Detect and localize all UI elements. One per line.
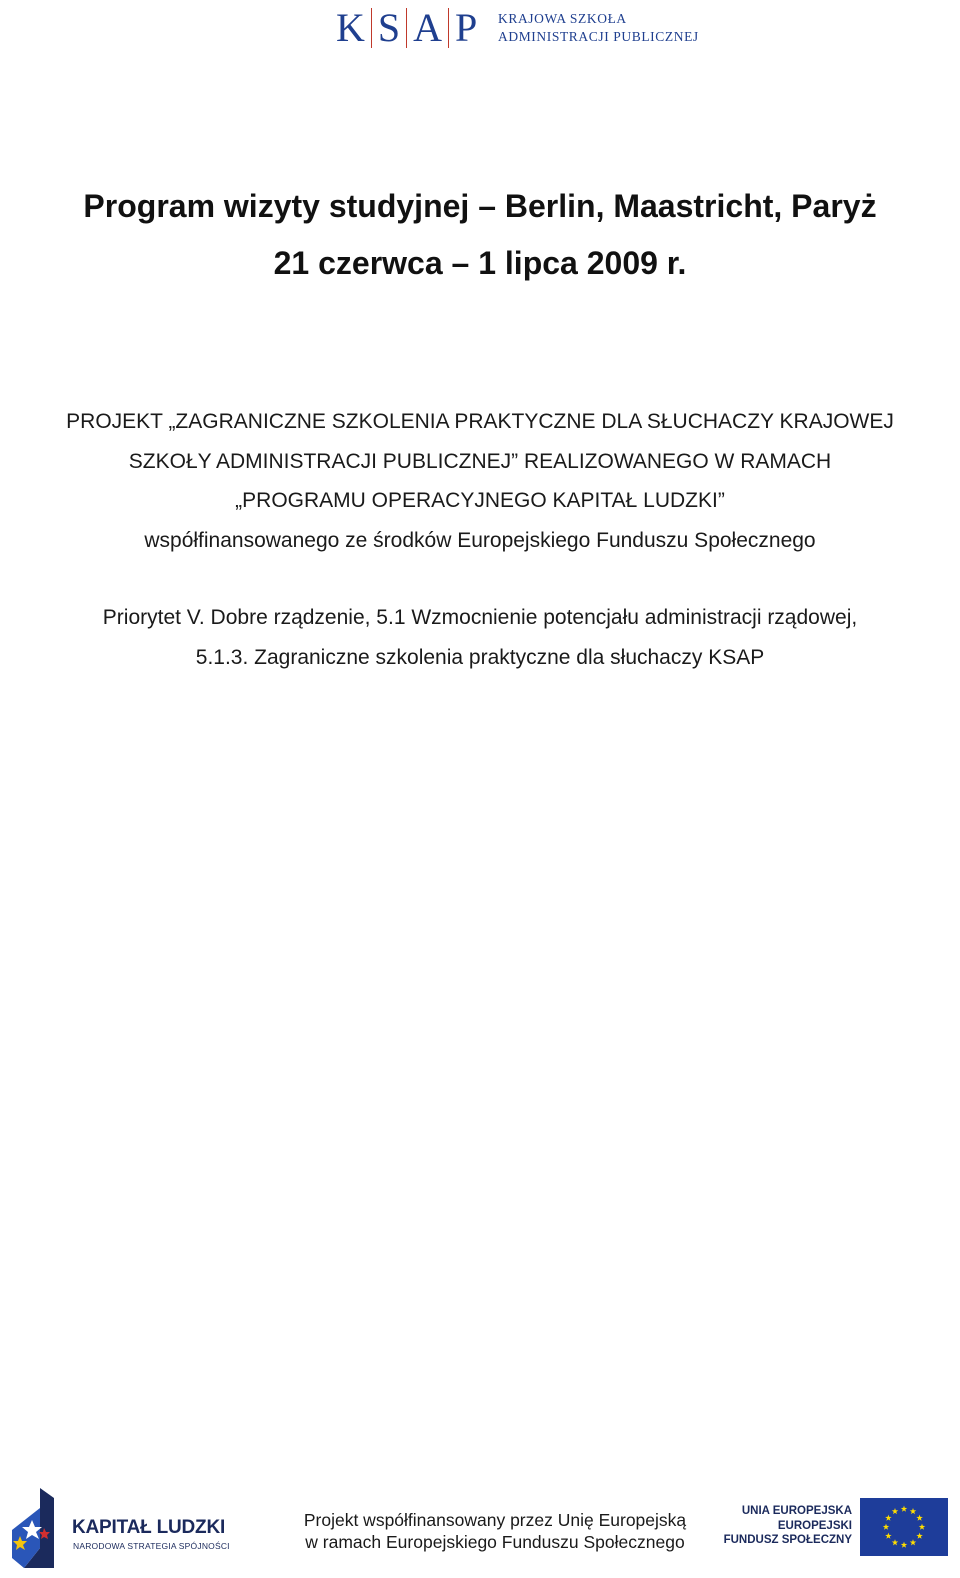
- logo-letter-a: A: [413, 5, 443, 50]
- eu-label-line: FUNDUSZ SPOŁECZNY: [723, 1534, 852, 1546]
- cofinancing-note: [285, 1509, 705, 1553]
- priority-line: 5.1.3. Zagraniczne szkolenia praktyczne dla słuchaczy KSAP: [195, 645, 765, 669]
- logo-letter-p: P: [455, 5, 478, 50]
- project-line: SZKOŁY ADMINISTRACJI PUBLICZNEJ” REALIZOWANEGO W RAMACH: [128, 449, 832, 473]
- eu-label-line: UNIA EUROPEJSKA: [741, 1505, 852, 1517]
- eu-fund-label: [712, 1504, 852, 1548]
- document-title: Program wizyty studyjnej – Berlin, Maastricht, Paryż: [83, 188, 877, 224]
- logo-letter-s: S: [377, 5, 401, 50]
- ksap-name-line2: ADMINISTRACJI PUBLICZNEJ: [498, 29, 699, 44]
- priority-line: Priorytet V. Dobre rządzenie, 5.1 Wzmocnienie potencjału administracji rządowej,: [102, 606, 858, 629]
- project-line: PROJEKT „ZAGRANICZNE SZKOLENIA PRAKTYCZNE DLA SŁUCHACZY KRAJOWEJ: [66, 410, 894, 433]
- ksap-logo-letters: [330, 6, 483, 50]
- project-line: „PROGRAMU OPERACYJNEGO KAPITAŁ LUDZKI”: [235, 489, 725, 512]
- project-line: współfinansowanego ze środków Europejskiego Funduszu Społecznego: [144, 528, 816, 552]
- kapital-ludzki-subtitle: NARODOWA STRATEGIA SPÓJNOŚCI: [73, 1541, 230, 1551]
- kapital-ludzki-title: KAPITAŁ LUDZKI: [72, 1517, 226, 1538]
- kapital-ludzki-logo: [10, 1488, 250, 1568]
- ksap-name-line1: KRAJOWA SZKOŁA: [498, 11, 627, 26]
- cofinancing-line: w ramach Europejskiego Funduszu Społecznego: [305, 1532, 685, 1552]
- document-dates: 21 czerwca – 1 lipca 2009 r.: [273, 245, 687, 281]
- cofinancing-line: Projekt współfinansowany przez Unię Europejską: [303, 1510, 687, 1530]
- kapital-ludzki-emblem-icon: [10, 1488, 56, 1568]
- ksap-logo-name: [498, 10, 699, 46]
- logo-letter-k: K: [336, 5, 365, 50]
- eu-flag-icon: [860, 1498, 948, 1556]
- ksap-logo: [330, 6, 730, 50]
- priority-description: [20, 598, 940, 677]
- project-description: [20, 402, 940, 560]
- eu-label-line: EUROPEJSKI: [777, 1519, 852, 1532]
